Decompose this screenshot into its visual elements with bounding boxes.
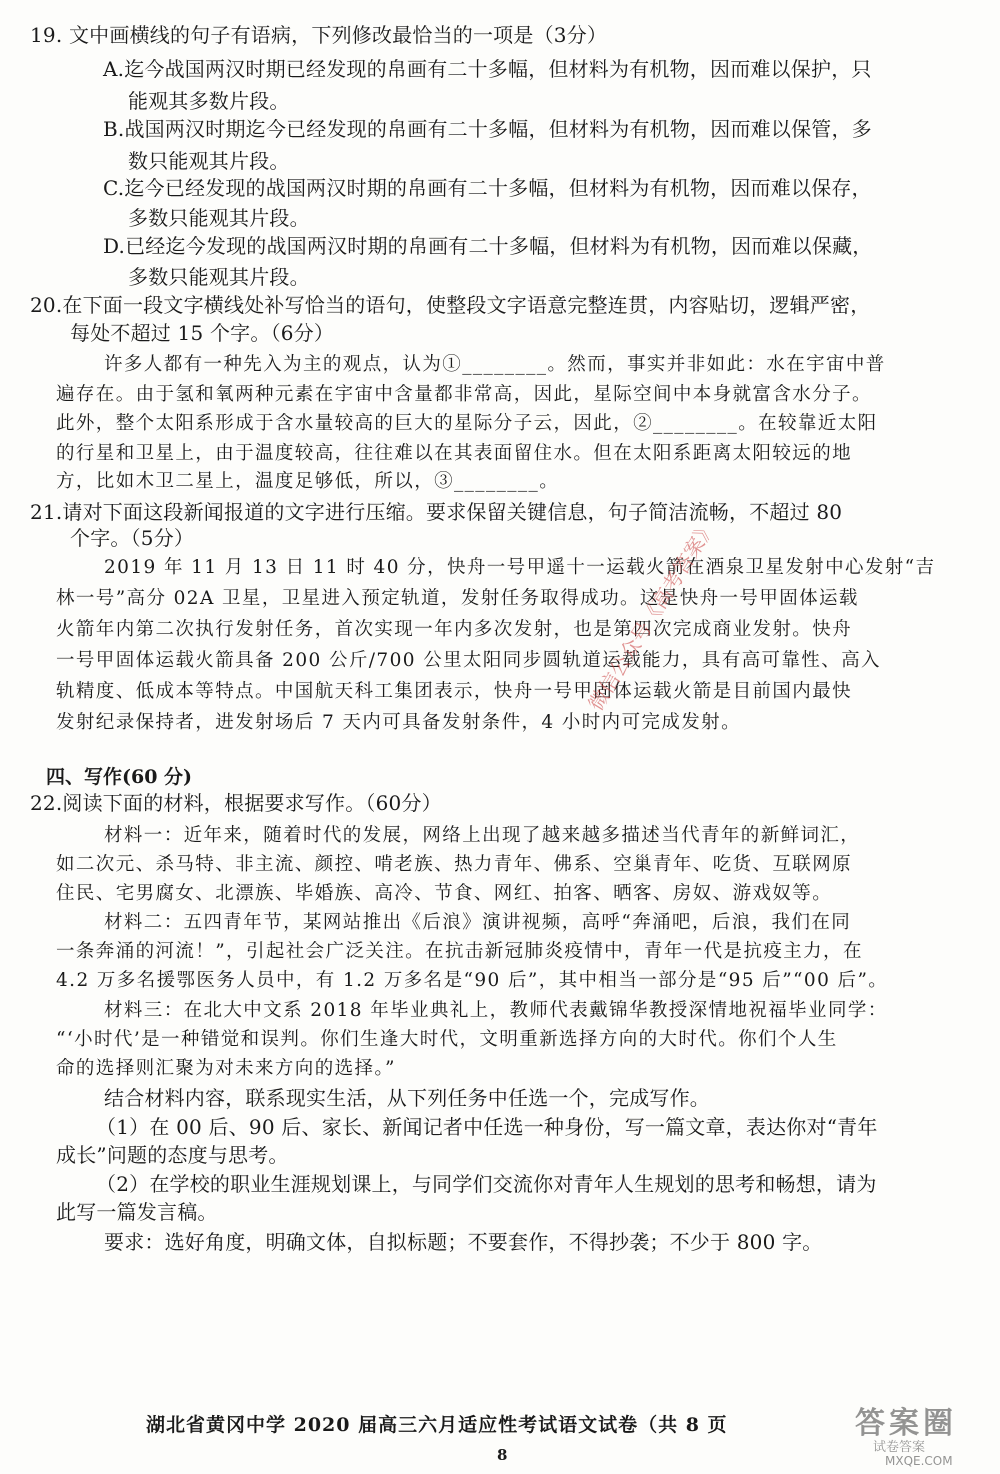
q22-material1-line1: 材料一：近年来，随着时代的发展，网络上出现了越来越多描述当代青年的新鲜词汇， bbox=[104, 825, 861, 846]
q19-option-a-line1: A.迄今战国两汉时期已经发现的帛画有二十多幅，但材料为有机物，因而难以保护，只 bbox=[103, 57, 872, 81]
q20-passage-line4: 的行星和卫星上，由于温度较高，往往难以在其表面留住水。但在太阳系距离太阳较远的地 bbox=[56, 443, 853, 464]
q19-option-a-line2: 能观其多数片段。 bbox=[128, 89, 290, 113]
site-logo-main: 答案圈 bbox=[855, 1406, 957, 1441]
q22-material2-line1: 材料二：五四青年节，某网站推出《后浪》演讲视频，高呼“奔涌吧，后浪，我们在同 bbox=[104, 912, 852, 933]
q22-material2-line2: 一条奔涌的河流！”，引起社会广泛关注。在抗击新冠肺炎疫情中，青年一代是抗疫主力，在 bbox=[56, 941, 863, 962]
page-footer: 湖北省黄冈中学 2020 届高三六月适应性考试语文试卷（共 8 页 bbox=[146, 1414, 728, 1436]
q22-material3-line1: 材料三：在北大中文系 2018 年毕业典礼上，教师代表戴锦华教授深情地祝福毕业同学： bbox=[104, 1000, 888, 1021]
q21-passage-line5: 轨精度、低成本等特点。中国航天科工集团表示，快舟一号甲固体运载火箭是目前国内最快 bbox=[56, 681, 853, 702]
q22-material2-line3: 4.2 万多名援鄂医务人员中，有 1.2 万多名是“90 后”，其中相当一部分是“95 后”“00 后”。 bbox=[56, 970, 889, 991]
q22-task-intro: 结合材料内容，联系现实生活，从下列任务中任选一个，完成写作。 bbox=[104, 1086, 710, 1110]
q20-passage-line5: 方，比如木卫二星上，温度足够低，所以，③________。 bbox=[56, 471, 560, 492]
q20-stem-line2: 每处不超过 15 个字。（6分） bbox=[70, 321, 335, 345]
q20-passage-line2: 遍存在。由于氢和氧两种元素在宇宙中含量都非常高，因此，星际空间中本身就富含水分子。 bbox=[56, 384, 872, 405]
page-number: 8 bbox=[497, 1446, 508, 1464]
q19-stem: 19. 文中画横线的句子有语病，下列修改最恰当的一项是（3分） bbox=[30, 23, 608, 47]
q22-material3-line3: 命的选择则汇聚为对未来方向的选择。” bbox=[56, 1058, 396, 1079]
section-heading-writing: 四、写作(60 分) bbox=[46, 766, 193, 788]
q19-option-b-line2: 数只能观其片段。 bbox=[128, 149, 290, 173]
q22-material1-line3: 住民、宅男腐女、北漂族、毕婚族、高冷、节食、网红、拍客、晒客、房奴、游戏奴等。 bbox=[56, 883, 833, 904]
q21-stem-line1: 21.请对下面这段新闻报道的文字进行压缩。要求保留关键信息，句子简洁流畅，不超过 80 bbox=[30, 500, 843, 524]
q22-task1-line2: 成长”问题的态度与思考。 bbox=[56, 1143, 289, 1167]
q22-requirements: 要求：选好角度，明确文体，自拟标题；不要套作，不得抄袭；不少于 800 字。 bbox=[104, 1230, 823, 1254]
q21-passage-line3: 火箭年内第二次执行发射任务，首次实现一年内多次发射，也是第四次完成商业发射。快舟 bbox=[56, 619, 853, 640]
q21-passage-line6: 发射纪录保持者，进发射场后 7 天内可具备发射条件，4 小时内可完成发射。 bbox=[56, 712, 741, 733]
q22-task2-line1: （2）在学校的职业生涯规划课上，与同学们交流你对青年人生规划的思考和畅想，请为 bbox=[96, 1172, 877, 1196]
watermark-text: 微信公众号《高考答案》 bbox=[583, 515, 721, 715]
q22-stem: 22.阅读下面的材料，根据要求写作。（60分） bbox=[30, 791, 442, 815]
site-logo-url: MXQE.COM bbox=[885, 1454, 953, 1468]
q21-passage-line1: 2019 年 11 月 13 日 11 时 40 分，快舟一号甲遥十一运载火箭在酒泉卫星发射中心发射“吉 bbox=[104, 557, 936, 578]
q20-passage-line1: 许多人都有一种先入为主的观点，认为①________。然而，事实并非如此：水在宇宙中普 bbox=[104, 354, 886, 375]
q22-task1-line1: （1）在 00 后、90 后、家长、新闻记者中任选一种身份，写一篇文章，表达你对“青年 bbox=[96, 1115, 878, 1139]
q19-option-d-line2: 多数只能观其片段。 bbox=[128, 265, 310, 289]
q21-stem-line2: 个字。（5分） bbox=[70, 526, 195, 550]
q21-passage-line4: 一号甲固体运载火箭具备 200 公斤/700 公里太阳同步圆轨道运载能力，具有高可靠性、高入 bbox=[56, 650, 881, 671]
q22-material1-line2: 如二次元、杀马特、非主流、颜控、啃老族、热力青年、佛系、空巢青年、吃货、互联网原 bbox=[56, 854, 853, 875]
q22-material3-line2: “‘小时代’是一种错觉和误判。你们生逢大时代，文明重新选择方向的大时代。你们个人生 bbox=[56, 1029, 838, 1050]
q22-task2-line2: 此写一篇发言稿。 bbox=[56, 1200, 218, 1224]
q21-passage-line2: 林一号”高分 02A 卫星，卫星进入预定轨道，发射任务取得成功。这是快舟一号甲固体运载 bbox=[56, 588, 859, 609]
q19-option-d-line1: D.已经迄今发现的战国两汉时期的帛画有二十多幅，但材料为有机物，因而难以保藏， bbox=[103, 234, 873, 258]
q20-passage-line3: 此外，整个太阳系形成于含水量较高的巨大的星际分子云，因此，②________。在较靠近太阳 bbox=[56, 413, 878, 434]
site-logo-sub: 试卷答案 bbox=[873, 1440, 926, 1455]
q20-stem-line1: 20.在下面一段文字横线处补写恰当的语句，使整段文字语意完整连贯，内容贴切，逻辑严密， bbox=[30, 293, 871, 317]
site-logo bbox=[855, 1398, 985, 1468]
q19-option-c-line1: C.迄今已经发现的战国两汉时期的帛画有二十多幅，但材料为有机物，因而难以保存， bbox=[103, 176, 872, 200]
q19-option-b-line1: B.战国两汉时期迄今已经发现的帛画有二十多幅，但材料为有机物，因而难以保管，多 bbox=[103, 117, 872, 141]
q19-option-c-line2: 多数只能观其片段。 bbox=[128, 206, 310, 230]
